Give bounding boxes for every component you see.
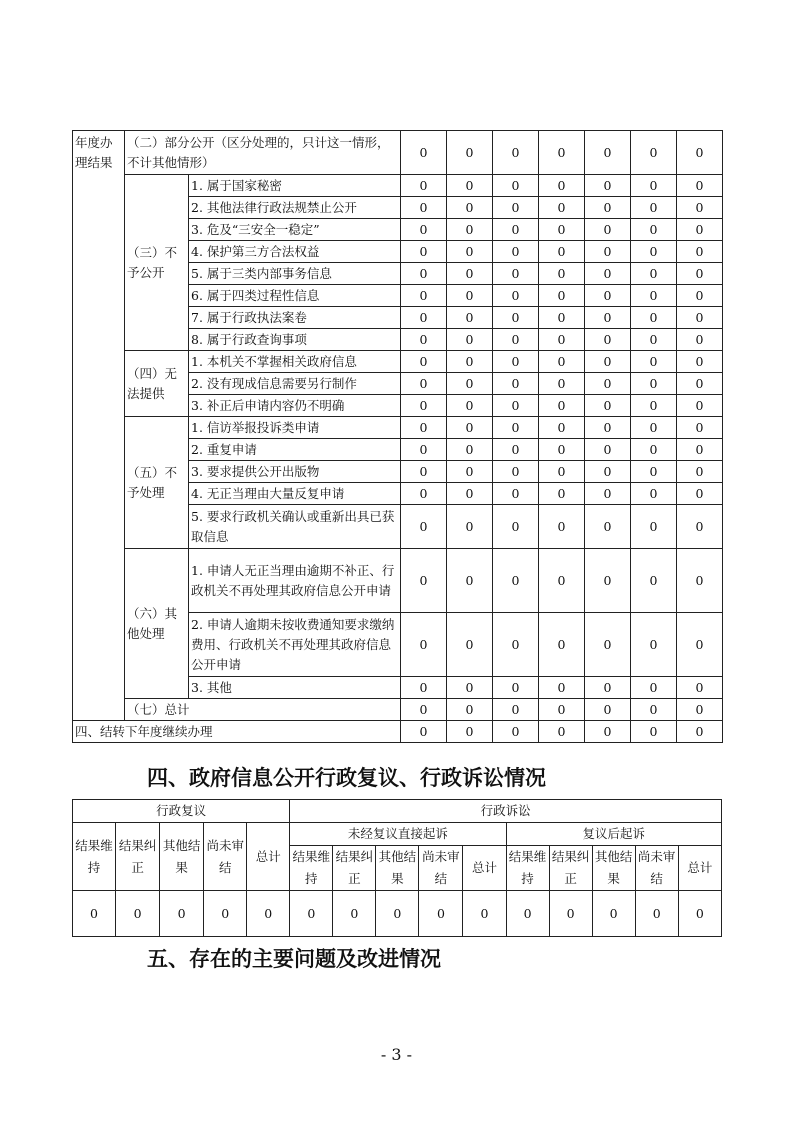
value-cell: 0 (539, 241, 585, 263)
total-label: （七）总计 (125, 699, 401, 721)
value-cell: 0 (585, 263, 631, 285)
value-cell: 0 (247, 891, 290, 937)
value-cell: 0 (447, 197, 493, 219)
value-cell: 0 (585, 197, 631, 219)
value-cell: 0 (539, 307, 585, 329)
value-cell: 0 (631, 329, 677, 351)
value-cell: 0 (401, 241, 447, 263)
value-cell: 0 (493, 197, 539, 219)
value-cell: 0 (585, 329, 631, 351)
value-cell: 0 (631, 549, 677, 613)
value-cell: 0 (677, 197, 723, 219)
category-label: （三）不予公开 (125, 175, 189, 351)
value-cell: 0 (585, 175, 631, 197)
value-cell: 0 (677, 131, 723, 175)
value-cell: 0 (401, 219, 447, 241)
value-cell: 0 (677, 549, 723, 613)
value-cell: 0 (539, 219, 585, 241)
value-cell: 0 (677, 175, 723, 197)
value-cell: 0 (585, 505, 631, 549)
value-cell: 0 (539, 175, 585, 197)
value-cell: 0 (677, 483, 723, 505)
value-cell: 0 (585, 131, 631, 175)
value-cell: 0 (493, 131, 539, 175)
value-cell: 0 (493, 417, 539, 439)
value-cell: 0 (539, 721, 585, 743)
value-cell: 0 (401, 461, 447, 483)
value-cell: 0 (631, 721, 677, 743)
value-cell: 0 (73, 891, 116, 937)
value-cell: 0 (677, 219, 723, 241)
litigation-column-header: 结果维持 (290, 846, 333, 891)
value-cell: 0 (447, 241, 493, 263)
value-cell: 0 (447, 613, 493, 677)
reason-label: 5. 属于三类内部事务信息 (189, 263, 401, 285)
reason-label: 4. 无正当理由大量反复申请 (189, 483, 401, 505)
value-cell: 0 (493, 329, 539, 351)
value-cell: 0 (631, 131, 677, 175)
table-row (73, 351, 723, 373)
reason-label: 2. 没有现成信息需要另行制作 (189, 373, 401, 395)
value-cell: 0 (585, 461, 631, 483)
category-label: （五）不予处理 (125, 417, 189, 549)
value-cell: 0 (493, 175, 539, 197)
value-cell: 0 (677, 613, 723, 677)
value-cell: 0 (447, 439, 493, 461)
value-cell: 0 (585, 613, 631, 677)
value-cell: 0 (549, 891, 592, 937)
value-cell: 0 (447, 417, 493, 439)
category-label: （四）无法提供 (125, 351, 189, 417)
value-cell: 0 (677, 395, 723, 417)
litigation-column-header: 结果纠正 (333, 846, 376, 891)
value-cell: 0 (631, 439, 677, 461)
litigation-column-header: 尚未审结 (635, 846, 678, 891)
value-cell: 0 (493, 263, 539, 285)
value-cell: 0 (677, 721, 723, 743)
litigation-column-header: 总计 (678, 846, 721, 891)
reason-label: 2. 重复申请 (189, 439, 401, 461)
reason-label: 2. 申请人逾期未按收费通知要求缴纳费用、行政机关不再处理其政府信息公开申请 (189, 613, 401, 677)
reason-label: 2. 其他法律行政法规禁止公开 (189, 197, 401, 219)
value-cell: 0 (585, 395, 631, 417)
category-label: （六）其他处理 (125, 549, 189, 699)
litigation-column-header: 结果纠正 (549, 846, 592, 891)
value-cell: 0 (539, 285, 585, 307)
value-cell: 0 (631, 175, 677, 197)
value-cell: 0 (539, 263, 585, 285)
page-number: - 3 - (380, 1045, 413, 1064)
value-cell: 0 (493, 351, 539, 373)
value-cell: 0 (539, 373, 585, 395)
value-cell: 0 (677, 329, 723, 351)
value-cell: 0 (447, 483, 493, 505)
value-cell: 0 (401, 285, 447, 307)
review-column-header: 总计 (247, 823, 290, 891)
admin-review-header: 行政复议 (73, 800, 290, 823)
review-column-header: 结果纠正 (116, 823, 160, 891)
value-cell: 0 (401, 351, 447, 373)
value-cell: 0 (585, 699, 631, 721)
carryover-label: 四、结转下年度继续办理 (73, 721, 401, 743)
value-cell: 0 (539, 329, 585, 351)
value-cell: 0 (493, 285, 539, 307)
value-cell: 0 (539, 613, 585, 677)
value-cell: 0 (401, 329, 447, 351)
value-cell: 0 (447, 505, 493, 549)
value-cell: 0 (678, 891, 721, 937)
value-cell: 0 (631, 307, 677, 329)
value-cell: 0 (585, 241, 631, 263)
value-cell: 0 (401, 677, 447, 699)
value-cell: 0 (493, 241, 539, 263)
value-cell: 0 (447, 395, 493, 417)
value-cell: 0 (401, 263, 447, 285)
value-cell: 0 (447, 677, 493, 699)
value-cell: 0 (539, 461, 585, 483)
table-row (73, 175, 723, 197)
value-cell: 0 (493, 677, 539, 699)
value-cell: 0 (539, 131, 585, 175)
value-cell: 0 (493, 549, 539, 613)
table-row (73, 549, 723, 613)
reason-label: 3. 危及“三安全一稳定” (189, 219, 401, 241)
value-cell: 0 (447, 351, 493, 373)
table-row (73, 131, 723, 175)
value-cell: 0 (493, 483, 539, 505)
value-cell: 0 (447, 721, 493, 743)
value-cell: 0 (631, 699, 677, 721)
value-cell: 0 (631, 219, 677, 241)
value-cell: 0 (631, 197, 677, 219)
value-cell: 0 (447, 461, 493, 483)
value-cell: 0 (585, 307, 631, 329)
value-cell: 0 (677, 351, 723, 373)
value-cell: 0 (493, 373, 539, 395)
value-cell: 0 (401, 549, 447, 613)
value-cell: 0 (447, 373, 493, 395)
value-cell: 0 (585, 439, 631, 461)
value-cell: 0 (677, 285, 723, 307)
value-cell: 0 (585, 417, 631, 439)
reason-label: 1. 信访举报投诉类申请 (189, 417, 401, 439)
reason-label: 3. 要求提供公开出版物 (189, 461, 401, 483)
value-cell: 0 (401, 175, 447, 197)
value-cell: 0 (539, 395, 585, 417)
value-cell: 0 (401, 613, 447, 677)
litigation-column-header: 总计 (463, 846, 506, 891)
reason-label: 5. 要求行政机关确认或重新出具已获取信息 (189, 505, 401, 549)
review-column-header: 结果维持 (73, 823, 116, 891)
value-cell: 0 (677, 373, 723, 395)
reason-label: 8. 属于行政查询事项 (189, 329, 401, 351)
value-cell: 0 (447, 549, 493, 613)
value-cell: 0 (493, 613, 539, 677)
value-cell: 0 (677, 439, 723, 461)
value-cell: 0 (631, 241, 677, 263)
reason-label: 3. 其他 (189, 677, 401, 699)
value-cell: 0 (677, 505, 723, 549)
value-cell: 0 (677, 307, 723, 329)
value-cell: 0 (493, 307, 539, 329)
value-cell: 0 (493, 721, 539, 743)
value-cell: 0 (631, 505, 677, 549)
value-cell: 0 (447, 285, 493, 307)
value-cell: 0 (677, 461, 723, 483)
value-cell: 0 (631, 373, 677, 395)
value-cell: 0 (631, 677, 677, 699)
reason-label: 6. 属于四类过程性信息 (189, 285, 401, 307)
value-cell: 0 (677, 241, 723, 263)
value-cell: 0 (493, 439, 539, 461)
value-cell: 0 (677, 677, 723, 699)
value-cell: 0 (447, 131, 493, 175)
table-row (73, 417, 723, 439)
litigation-column-header: 结果维持 (506, 846, 549, 891)
value-cell: 0 (493, 699, 539, 721)
value-cell: 0 (631, 285, 677, 307)
value-cell: 0 (539, 483, 585, 505)
value-cell: 0 (401, 699, 447, 721)
value-cell: 0 (333, 891, 376, 937)
section-4-heading: 四、政府信息公开行政复议、行政诉讼情况 (147, 766, 546, 790)
value-cell: 0 (401, 417, 447, 439)
value-cell: 0 (463, 891, 506, 937)
litigation-column-header: 其他结果 (376, 846, 419, 891)
value-cell: 0 (401, 373, 447, 395)
litigation-column-header: 尚未审结 (419, 846, 463, 891)
admin-litigation-header: 行政诉讼 (290, 800, 722, 823)
value-cell: 0 (401, 307, 447, 329)
value-cell: 0 (447, 699, 493, 721)
value-cell: 0 (401, 439, 447, 461)
review-litigation-table (72, 799, 722, 937)
value-cell: 0 (493, 461, 539, 483)
review-column-header: 其他结果 (160, 823, 204, 891)
value-cell: 0 (447, 329, 493, 351)
value-cell: 0 (677, 263, 723, 285)
value-cell: 0 (585, 285, 631, 307)
value-cell: 0 (116, 891, 160, 937)
value-cell: 0 (631, 461, 677, 483)
reason-label: 3. 补正后申请内容仍不明确 (189, 395, 401, 417)
value-cell: 0 (419, 891, 463, 937)
litigation-column-header: 其他结果 (592, 846, 635, 891)
table-row (73, 721, 723, 743)
value-cell: 0 (631, 263, 677, 285)
value-cell: 0 (204, 891, 247, 937)
value-cell: 0 (493, 219, 539, 241)
application-results-table (72, 130, 723, 743)
value-cell: 0 (585, 721, 631, 743)
value-cell: 0 (635, 891, 678, 937)
partial-disclosure-label: （二）部分公开（区分处理的，只计这一情形，不计其他情形） (125, 131, 401, 175)
value-cell: 0 (631, 351, 677, 373)
value-cell: 0 (401, 483, 447, 505)
value-cell: 0 (539, 699, 585, 721)
value-cell: 0 (506, 891, 549, 937)
value-cell: 0 (447, 307, 493, 329)
value-cell: 0 (160, 891, 204, 937)
reason-label: 1. 申请人无正当理由逾期不补正、行政机关不再处理其政府信息公开申请 (189, 549, 401, 613)
reason-label: 7. 属于行政执法案卷 (189, 307, 401, 329)
value-cell: 0 (585, 549, 631, 613)
value-cell: 0 (539, 417, 585, 439)
value-cell: 0 (631, 483, 677, 505)
value-cell: 0 (585, 483, 631, 505)
value-cell: 0 (401, 131, 447, 175)
value-cell: 0 (539, 505, 585, 549)
value-cell: 0 (401, 197, 447, 219)
reason-label: 1. 属于国家秘密 (189, 175, 401, 197)
value-cell: 0 (493, 395, 539, 417)
value-cell: 0 (585, 219, 631, 241)
value-cell: 0 (539, 549, 585, 613)
value-cell: 0 (631, 395, 677, 417)
value-cell: 0 (539, 677, 585, 699)
value-cell: 0 (631, 613, 677, 677)
section-5-heading: 五、存在的主要问题及改进情况 (147, 947, 441, 971)
value-cell: 0 (401, 395, 447, 417)
value-cell: 0 (290, 891, 333, 937)
value-cell: 0 (401, 721, 447, 743)
value-cell: 0 (447, 219, 493, 241)
value-cell: 0 (677, 699, 723, 721)
value-cell: 0 (585, 351, 631, 373)
value-cell: 0 (677, 417, 723, 439)
after-review-litigation-header: 复议后起诉 (506, 823, 721, 846)
value-cell: 0 (447, 263, 493, 285)
review-column-header: 尚未审结 (204, 823, 247, 891)
value-cell: 0 (539, 197, 585, 219)
value-cell: 0 (376, 891, 419, 937)
direct-litigation-header: 未经复议直接起诉 (290, 823, 506, 846)
reason-label: 4. 保护第三方合法权益 (189, 241, 401, 263)
value-cell: 0 (592, 891, 635, 937)
value-cell: 0 (447, 175, 493, 197)
annual-results-label: 年度办理结果 (73, 131, 125, 721)
value-cell: 0 (631, 417, 677, 439)
value-cell: 0 (493, 505, 539, 549)
value-cell: 0 (539, 351, 585, 373)
value-cell: 0 (585, 373, 631, 395)
table-row (73, 699, 723, 721)
value-cell: 0 (401, 505, 447, 549)
value-cell: 0 (585, 677, 631, 699)
value-cell: 0 (539, 439, 585, 461)
reason-label: 1. 本机关不掌握相关政府信息 (189, 351, 401, 373)
